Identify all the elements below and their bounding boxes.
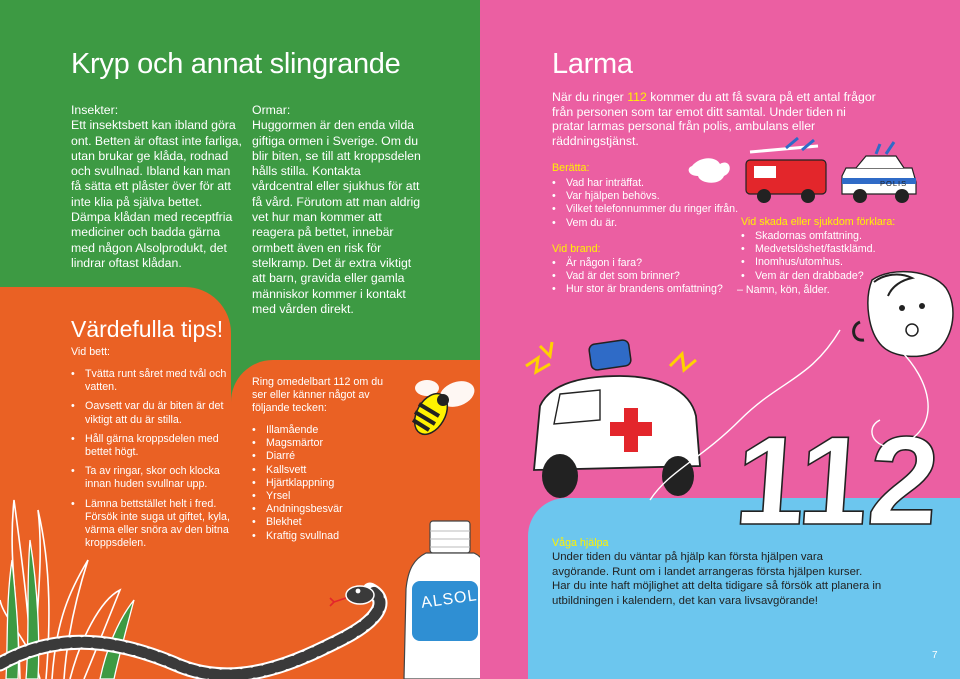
list-item: • Magsmärtor [252, 437, 392, 450]
right-page [480, 0, 960, 679]
police-label: POLIS [880, 179, 908, 188]
bottle-label: ALSOL [420, 587, 479, 612]
list-item: • Medvetslöshet/fastklämd. [741, 243, 901, 256]
list-item: • Oavsett var du är biten är det viktigt att du är stilla. [71, 400, 231, 426]
list-item: • Illamående [252, 424, 392, 437]
beratta-heading: Berätta: [552, 162, 590, 174]
list-item: • Var hjälpen behövs. [552, 190, 742, 203]
intro-text: kommer du att få svara på ett antal frågor från personen som tar emot ditt samtal. Under tiden ni pratar larmas personal från polis, ambulans eller räddningstjänst. [552, 90, 876, 148]
vaga-heading: Våga hjälpa [552, 537, 609, 549]
insekter-text: Ett insektsbett kan ibland göra ont. Betten är oftast inte farliga, utan brukar ge klåda, rodnad och svullnad. Ibland kan man få sätta ett plåster över för att inte klia på själva bettet. Dämpa klådan med receptfria mediciner och badda gärna med någon Alsolprodukt, det lindrar oftast klådan. [71, 118, 242, 270]
skada-heading: Vid skada eller sjukdom förklara: [741, 216, 896, 228]
vid-bett-heading: Vid bett: [71, 346, 111, 358]
list-item: • Hur stor är brandens omfattning? [552, 283, 742, 296]
list-item: • Vilket telefonnummer du ringer ifrån. [552, 203, 742, 216]
list-item: • Andningsbesvär [252, 503, 392, 516]
list-item: • Vem är den drabbade? [741, 270, 901, 283]
ring-heading: Ring omedelbart 112 om du ser eller känner något av följande tecken: [252, 376, 384, 415]
ormar-text: Huggormen är den enda vilda giftiga ormen i Sverige. Om du blir biten, se till att kroppsdelen hålls stilla. Kontakta vårdcentral eller sjukhus för att få vård. Förutom att man aldrig vet hur man kommer att reagera på bettet, innebär ormbett även en risk för stelkramp. Det är extra viktigt att barn, gravida eller gamla människor kommer i kontakt med vården direkt. [252, 118, 421, 316]
list-item: • Lämna bettstället helt i fred. Försök inte suga ut giftet, kyla, värma eller snöra av den bitna kroppsdelen. [71, 498, 231, 551]
list-item: • Hjärtklappning [252, 477, 392, 490]
brand-heading: Vid brand: [552, 243, 601, 255]
page-title: Kryp och annat slingrande [71, 48, 401, 80]
vaga-text: Under tiden du väntar på hjälp kan första hjälpen vara avgörande. Runt om i landet arrangeras första hjälpen kurser. Har du inte haft möjlighet att delta tidigare så försök att planera in utbildningen i kalendern, det kan vara livsavgörande! [552, 551, 882, 607]
list-item: • Kallsvett [252, 464, 392, 477]
list-item: • Kraftig svullnad [252, 530, 392, 543]
list-item: • Skadornas omfattning. [741, 230, 901, 243]
list-item: • Diarré [252, 450, 392, 463]
number-art-text: 112 [730, 410, 944, 551]
list-item: • Blekhet [252, 516, 392, 529]
list-item: • Håll gärna kroppsdelen med bettet högt. [71, 433, 231, 459]
ormar-heading: Ormar: [252, 103, 291, 117]
list-item: • Tvätta runt såret med tvål och vatten. [71, 368, 231, 394]
list-item: • Yrsel [252, 490, 392, 503]
larma-title: Larma [552, 48, 633, 80]
list-item: • Vem du är. [552, 217, 742, 230]
tips-title: Värdefulla tips! [71, 316, 224, 342]
intro-text: När du ringer [552, 90, 628, 104]
list-item: • Inomhus/utomhus. [741, 256, 901, 269]
list-item: • Ta av ringar, skor och klocka innan huden svullnar upp. [71, 465, 231, 491]
page-number: 7 [932, 650, 938, 661]
emergency-number: 112 [627, 90, 647, 104]
list-item: • Vad har inträffat. [552, 177, 742, 190]
list-item: • Vad är det som brinner? [552, 270, 742, 283]
skada-sub: – Namn, kön, ålder. [737, 284, 830, 296]
insekter-heading: Insekter: [71, 103, 119, 117]
bee-icon [405, 378, 480, 448]
list-item: • Är någon i fara? [552, 257, 742, 270]
